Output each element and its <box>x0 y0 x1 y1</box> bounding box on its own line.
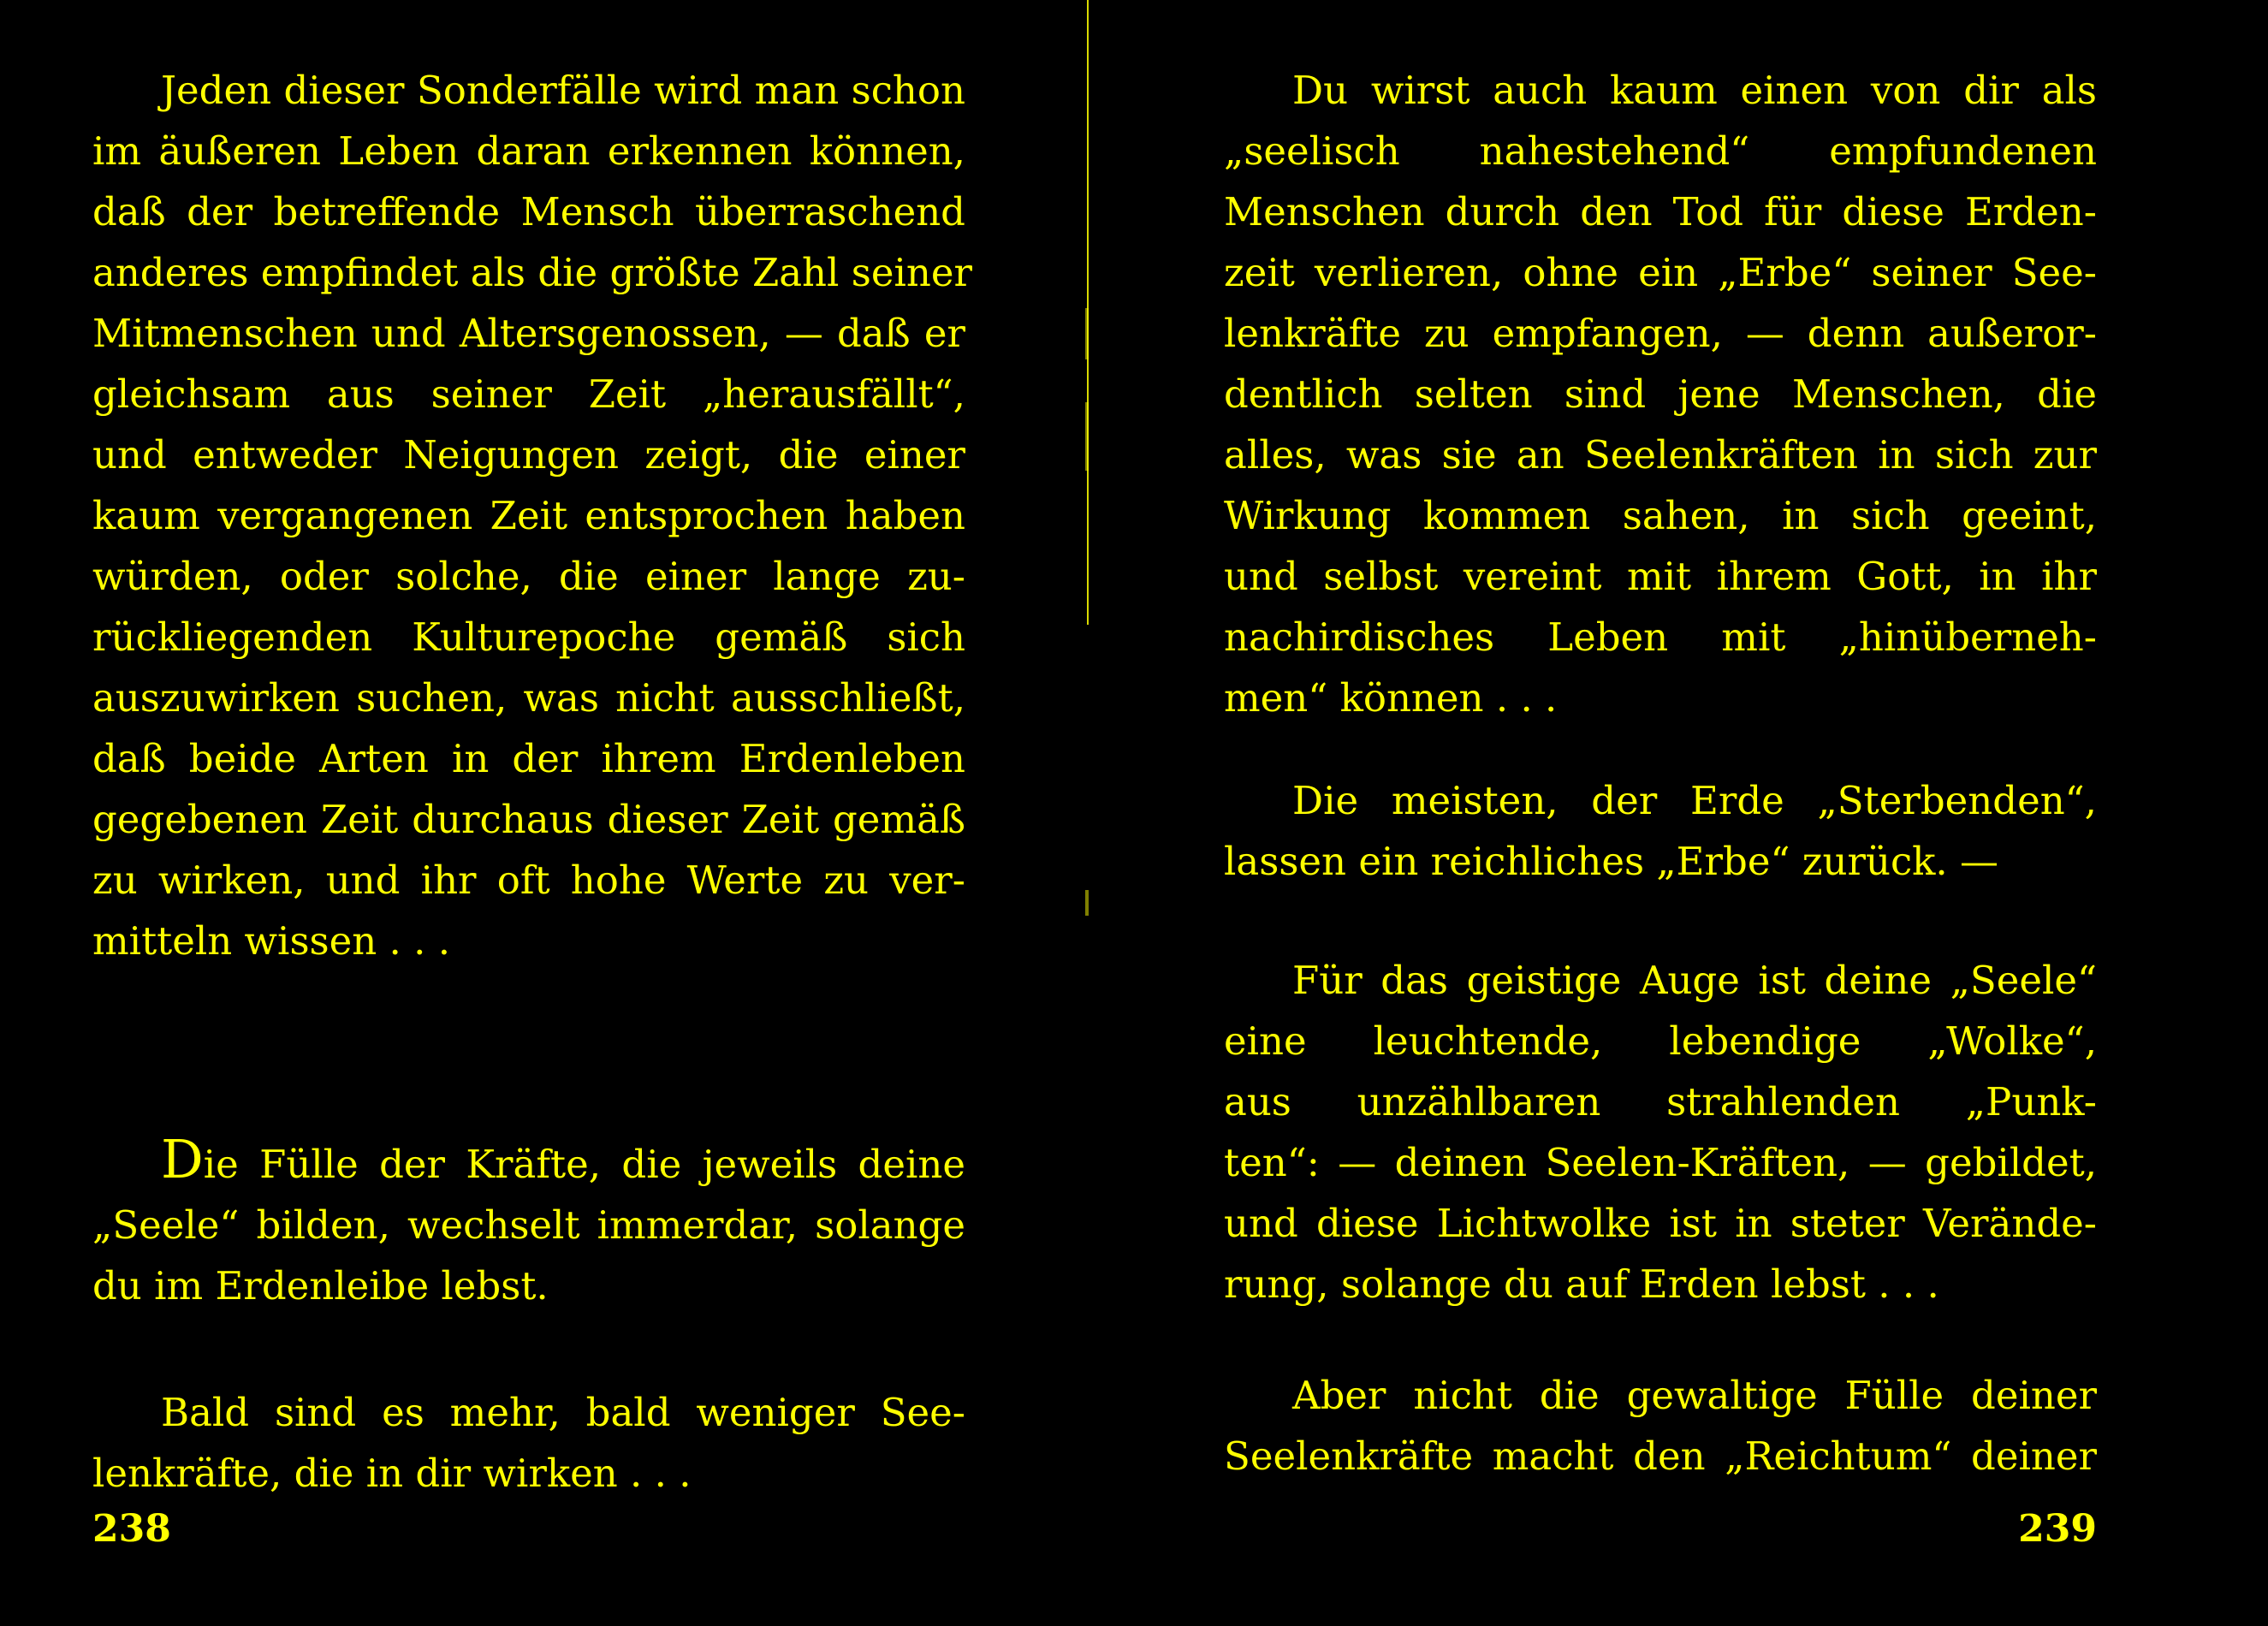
text-line: lenkräfte zu empfangen, — denn außeror- <box>1224 311 2097 356</box>
text-line: rückliegenden Kulturepoche gemäß sich <box>92 614 965 660</box>
text-line: zeit verlieren, ohne ein „Erbe“ seiner See- <box>1224 250 2097 295</box>
right-page <box>1224 51 2097 1575</box>
text-line: anderes empfindet als die größte Zahl seiner <box>92 250 972 295</box>
page-number-right: 239 <box>2018 1507 2097 1551</box>
text-line: würden, oder solche, die einer lange zu- <box>92 554 965 599</box>
text-line: Menschen durch den Tod für diese Erden- <box>1224 189 2097 234</box>
gutter-speck <box>1085 890 1089 916</box>
text-line: Jeden dieser Sonderfälle wird man schon <box>161 68 965 113</box>
right-paragraph-4 <box>1224 1365 2097 1487</box>
text-line: und selbst vereint mit ihrem Gott, in ihr <box>1224 554 2097 599</box>
gutter-speck <box>1085 402 1089 471</box>
text-line: eine leuchtende, lebendige „Wolke“, <box>1224 1018 2097 1064</box>
text-line: dentlich selten sind jene Menschen, die <box>1224 371 2097 417</box>
left-page <box>92 51 972 1575</box>
left-paragraph-1 <box>92 60 972 971</box>
text-line <box>92 1128 965 1195</box>
text-line: kaum vergangenen Zeit entsprochen haben <box>92 493 965 538</box>
text-line: gegebenen Zeit durchaus dieser Zeit gemäß <box>92 797 965 842</box>
text-line: ten“: — deinen Seelen-Kräften, — gebildet, <box>1224 1140 2097 1185</box>
text-line: und diese Lichtwolke ist in steter Verände- <box>1224 1201 2097 1246</box>
left-paragraph-2 <box>92 1128 965 1316</box>
text-line: Aber nicht die gewaltige Fülle deiner <box>1292 1373 2097 1418</box>
text-line: Wirkung kommen sahen, in sich geeint, <box>1224 493 2097 538</box>
text-line: daß beide Arten in der ihrem Erdenleben <box>92 736 965 781</box>
text-line: du im Erdenleibe lebst. <box>92 1263 549 1309</box>
text-line: Du wirst auch kaum einen von dir als <box>1292 68 2097 113</box>
text-line: Die meisten, der Erde „Sterbenden“, <box>1292 778 2097 823</box>
text-line: Für das geistige Auge ist deine „Seele“ <box>1292 958 2097 1003</box>
text-line: und entweder Neigungen zeigt, die einer <box>92 432 965 478</box>
text-line: lassen ein reichliches „Erbe“ zurück. — <box>1224 839 1999 884</box>
text-line: gleichsam aus seiner Zeit „herausfällt“, <box>92 371 965 417</box>
text-line: lenkräfte, die in dir wirken . . . <box>92 1451 692 1496</box>
text-line: zu wirken, und ihr oft hohe Werte zu ver- <box>92 858 965 903</box>
text-line: rung, solange du auf Erden lebst . . . <box>1224 1261 1939 1307</box>
text-line-rest: ie Fülle der Kräfte, die jeweils deine <box>203 1142 965 1187</box>
text-line: daß der betreffende Mensch überraschend <box>92 189 965 234</box>
page-number-left: 238 <box>92 1507 171 1551</box>
right-paragraph-1 <box>1224 60 2097 728</box>
text-line: Bald sind es mehr, bald weniger See- <box>161 1390 965 1435</box>
right-paragraph-2 <box>1224 770 2097 892</box>
text-line: alles, was sie an Seelenkräften in sich zur <box>1224 432 2097 478</box>
text-line: aus unzählbaren strahlenden „Punk- <box>1224 1079 2097 1125</box>
text-line: nachirdisches Leben mit „hinüberneh- <box>1224 614 2097 660</box>
left-paragraph-3 <box>92 1382 965 1504</box>
text-line: Seelenkräfte macht den „Reichtum“ deiner <box>1224 1433 2097 1479</box>
text-line: „seelisch nahestehend“ empfundenen <box>1224 128 2097 174</box>
text-line: men“ können . . . <box>1224 675 1558 721</box>
gutter-speck <box>1085 308 1089 359</box>
text-line: auszuwirken suchen, was nicht ausschließt, <box>92 675 965 721</box>
right-paragraph-3 <box>1224 950 2097 1314</box>
text-line: „Seele“ bilden, wechselt immerdar, solange <box>92 1202 965 1248</box>
text-line: Mitmenschen und Altersgenossen, — daß er <box>92 311 965 356</box>
drop-cap: D <box>161 1128 204 1190</box>
text-line: mitteln wissen . . . <box>92 918 451 964</box>
text-line: im äußeren Leben daran erkennen können, <box>92 128 965 174</box>
